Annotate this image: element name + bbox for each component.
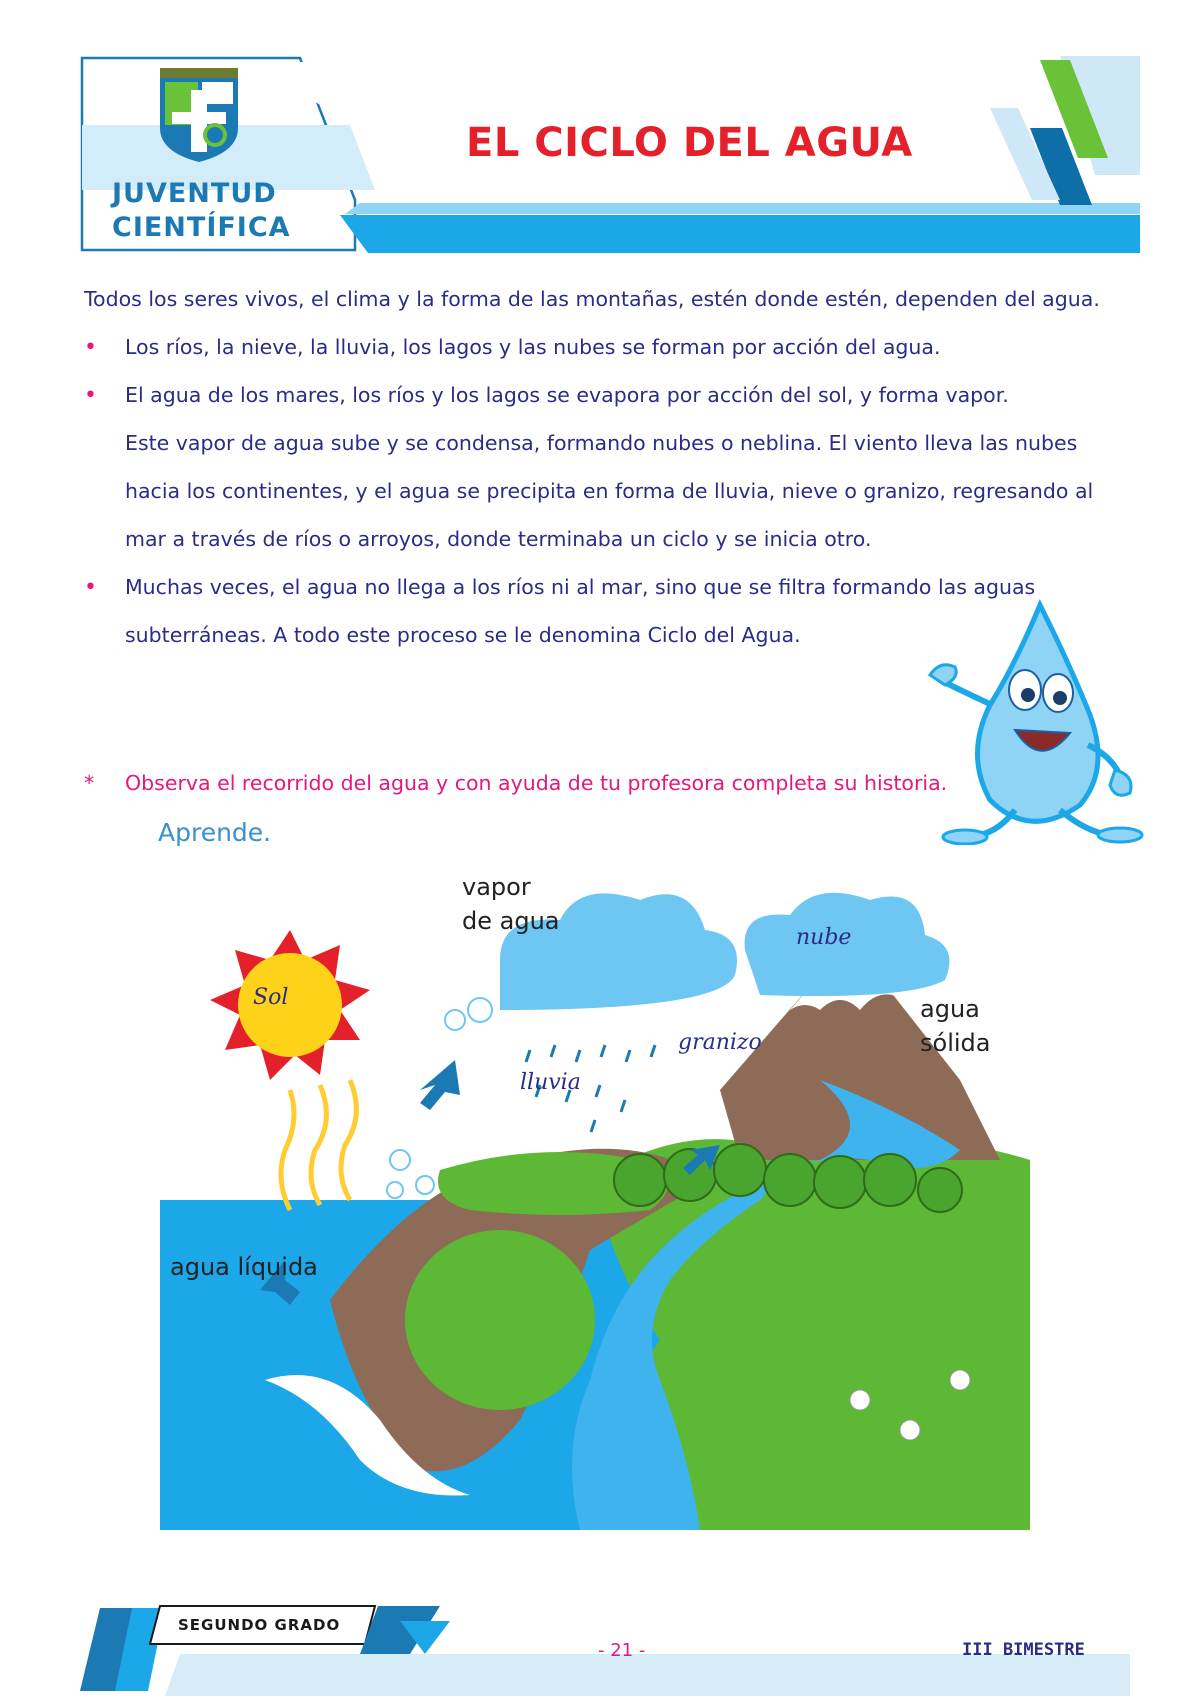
grade-label: SEGUNDO GRADO xyxy=(178,1616,341,1634)
logo-line2: CIENTÍFICA xyxy=(112,212,291,243)
aprende-label: Aprende. xyxy=(158,818,272,847)
intro-paragraph: Todos los seres vivos, el clima y la forma de las montañas, estén donde estén, dependen del agua. xyxy=(84,287,1100,311)
label-vapor-line2: de agua xyxy=(462,907,560,935)
page-number: - 21 - xyxy=(598,1640,646,1661)
term-label: III BIMESTRE xyxy=(962,1640,1085,1660)
bullet-2-line-2: Este vapor de agua sube y se condensa, formando nubes o neblina. El viento lleva las nubes xyxy=(125,431,1078,455)
bullet-1: Los ríos, la nieve, la lluvia, los lagos y las nubes se forman por acción del agua. xyxy=(125,335,941,359)
bullet-marker-2: • xyxy=(84,383,97,408)
sun-icon xyxy=(210,930,370,1080)
school-crest-icon xyxy=(160,68,238,162)
bullet-2: El agua de los mares, los ríos y los lagos se evapora por acción del sol, y forma vapor. xyxy=(125,383,1009,407)
label-granizo: granizo xyxy=(678,1030,762,1055)
label-vapor-line1: vapor xyxy=(462,873,531,901)
page-header xyxy=(0,0,1200,270)
instruction-text: Observa el recorrido del agua y con ayuda de tu profesora completa su historia. xyxy=(125,771,948,795)
label-agua-solida-line2: sólida xyxy=(920,1029,991,1057)
bullet-marker-3: • xyxy=(84,575,97,600)
label-nube: nube xyxy=(796,925,852,950)
cloud-icon xyxy=(500,893,950,1010)
label-agua-solida-line1: agua xyxy=(920,995,980,1023)
label-lluvia: lluvia xyxy=(520,1070,581,1095)
bullet-marker-1: • xyxy=(84,335,97,360)
label-agua-liquida: agua líquida xyxy=(170,1253,318,1281)
page-footer xyxy=(0,1596,1200,1698)
bullet-3: Muchas veces, el agua no llega a los ríos ni al mar, sino que se filtra formando las aguas xyxy=(125,575,1036,599)
water-cycle-illustration xyxy=(0,860,1200,1540)
logo-line1: JUVENTUD xyxy=(112,178,277,209)
page-title: EL CICLO DEL AGUA xyxy=(466,120,913,166)
instruction-marker: * xyxy=(84,771,95,795)
bullet-2-line-4: mar a través de ríos o arroyos, donde terminaba un ciclo y se inicia otro. xyxy=(125,527,872,551)
water-cycle-diagram xyxy=(0,860,1200,1540)
water-drop-mascot-icon xyxy=(920,595,1170,845)
bullet-2-line-3: hacia los continentes, y el agua se precipita en forma de lluvia, nieve o granizo, regresando al xyxy=(125,479,1094,503)
label-sol: Sol xyxy=(253,985,289,1010)
bullet-3-line-2: subterráneas. A todo este proceso se le denomina Ciclo del Agua. xyxy=(125,623,801,647)
